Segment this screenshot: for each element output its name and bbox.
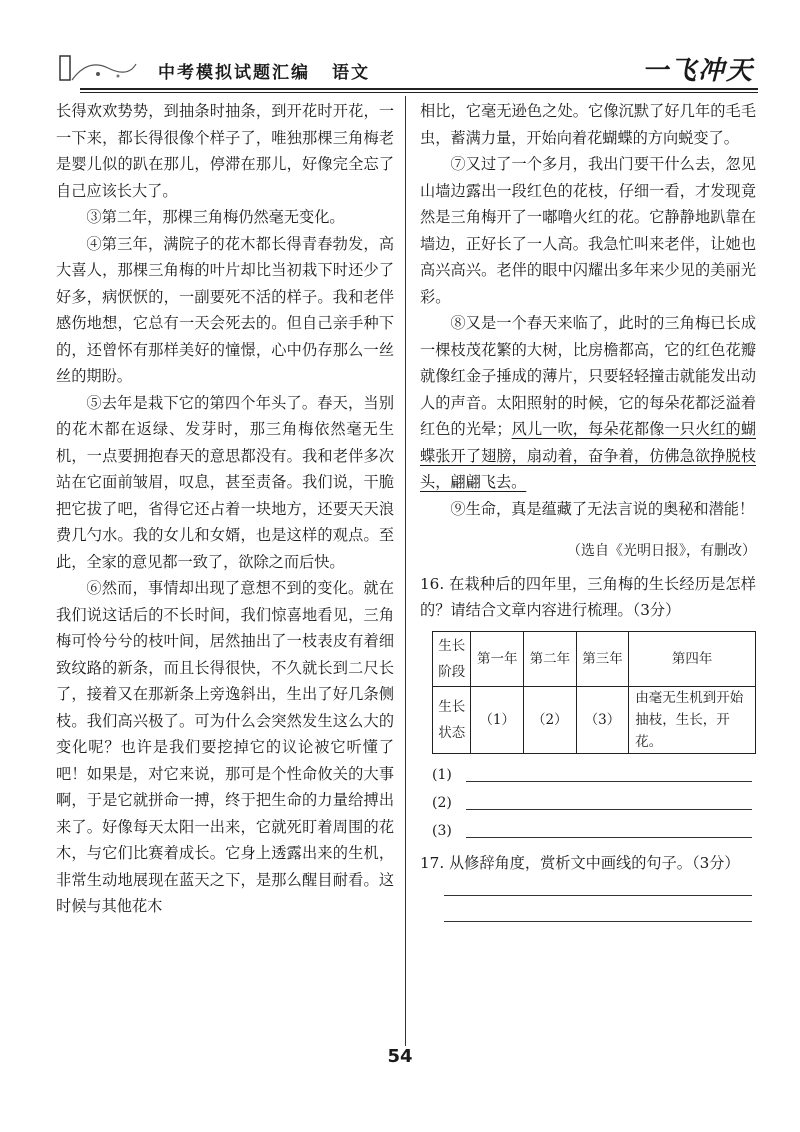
column-divider: [405, 96, 406, 1046]
paragraph-5: ⑤去年是栽下它的第四个年头了。春天，当别的花木都在返绿、发芽时，那三角梅依然毫无生机，一点要拥抱春天的意思都没有。我和老伴多次站在它面前皱眉，叹息，甚至责备。我们说，干脆把它拔了吧，省得它还占着一块地方，还要天天浪费几勺水。我的女儿和女婿，也是这样的观点。至此，全家的意见都一致了，欲除之而后快。: [56, 393, 394, 571]
brand-logo: 一飞冲天: [641, 56, 754, 86]
question-17-text: 17. 从修辞角度，赏析文中画线的句子。（3分）: [420, 853, 740, 872]
source-note: （选自《光明日报》，有删改）: [567, 543, 756, 559]
growth-table: [432, 631, 756, 754]
answer-label-2: (2): [432, 794, 452, 811]
header-decoration-icon: [58, 54, 138, 82]
table-cell-blank-3[interactable]: （3）: [576, 686, 629, 753]
paragraph-4: ④第三年，满院子的花木都长得青春勃发，高大喜人，那棵三角梅的叶片却比当初栽下时还少了好多，病恹恹的，一副要死不活的样子。我和老伴感伤地想，它总有一天会死去的。但自己亲手种下的，还曾怀有那样美好的憧憬，心中仍存那么一丝丝的期盼。: [56, 234, 394, 385]
table-header-state: 生长状态: [433, 686, 471, 753]
page-number: 54: [387, 1046, 413, 1067]
answer-label-1: (1): [432, 766, 452, 783]
answer-line-1[interactable]: [432, 760, 756, 788]
question-16-text: 16. 在栽种后的四年里，三角梅的生长经历是怎样的？请结合文章内容进行梳理。（3分）: [420, 574, 756, 619]
paragraph-7: ⑦又过了一个多月，我出门要干什么去，忽见山墙边露出一段红色的花枝，仔细一看，才发现竟然是三角梅开了一嘟噜火红的花。它静静地趴靠在墙边，正好长了一人高。我急忙叫来老伴，让她也高兴高兴。老伴的眼中闪耀出多年来少见的美丽光彩。: [420, 155, 756, 306]
subject-label: 语文: [332, 63, 370, 83]
paragraph-8: [420, 310, 756, 496]
table-col-year2: 第二年: [524, 631, 577, 686]
question-17: [420, 850, 756, 928]
table-cell-blank-2[interactable]: （2）: [524, 686, 577, 753]
paragraph-6: ⑥然而，事情却出现了意想不到的变化。就在我们说这话后的不长时间，我们惊喜地看见，三角梅可怜兮兮的枝叶间，居然抽出了一枝表皮有着细致纹路的新条，而且长得很快，不久就长到二尺长了，接着又在那新条上旁逸斜出，生出了好几条侧枝。我们高兴极了。可为什么会突然发生这么大的变化呢？也许是我们要挖掉它的议论被它听懂了吧！如果是，对它来说，那可是个性命攸关的大事啊，于是它就拼命一搏，终于把生命的力量给搏出来了。好像每天太阳一出来，它就死盯着周围的花木，与它们比赛着成长。它身上透露出来的生机，非常生动地展现在蓝天之下，是那么醒目耐看。这时候与其他花木: [56, 579, 394, 915]
question-16: [420, 571, 756, 844]
answer-line-q17-2[interactable]: [432, 902, 756, 928]
answer-label-3: (3): [432, 822, 452, 839]
table-cell-blank-1[interactable]: （1）: [471, 686, 524, 753]
underlined-sentence: 风儿一吹，每朵花都像一只火红的蝴蝶张开了翅膀，扇动着，奋争着，仿佛急欲挣脱枝头，翩翩飞去。: [420, 420, 757, 491]
answer-line-3[interactable]: [432, 816, 756, 844]
table-cell-year4-state: 由毫无生机到开始抽枝，生长，开花。: [629, 686, 756, 753]
paragraph-6-continued: 相比，它毫无逊色之处。它像沉默了好几年的毛毛虫，蓄满力量，开始向着花蝴蝶的方向蜕变了。: [420, 102, 756, 147]
answer-line-2[interactable]: [432, 788, 756, 816]
header-rule: [80, 88, 758, 90]
paragraph-9: ⑨生命，真是蕴藏了无法言说的奥秘和潜能！: [450, 499, 755, 518]
left-column: [56, 98, 394, 920]
page-header: [40, 50, 760, 92]
table-col-year3: 第三年: [576, 631, 629, 686]
right-column: [420, 98, 756, 928]
answer-line-q17-1[interactable]: [432, 876, 756, 902]
paragraph-2-continued: 长得欢欢势势，到抽条时抽条，到开花时开花，一一下来，都长得很像个样子了，唯独那棵三角梅老是婴儿似的趴在那儿，停滞在那儿，好像完全忘了自己应该长大了。: [56, 102, 394, 200]
header-rule-thin: [80, 92, 758, 93]
table-col-year1: 第一年: [471, 631, 524, 686]
paragraph-3: ③第二年，那棵三角梅仍然毫无变化。: [86, 208, 345, 226]
book-title: 中考模拟试题汇编: [158, 63, 310, 83]
table-col-year4: 第四年: [629, 631, 756, 686]
table-header-stage: 生长阶段: [433, 631, 471, 686]
paragraph-8-text: ⑧又是一个春天来临了，此时的三角梅已长成一棵枝茂花繁的大树，比房檐都高，它的红色花瓣就像红金子捶成的薄片，只要轻轻撞击就能发出动人的声音。太阳照射的时候，它的每朵花都泛溢着红色的光晕；: [420, 314, 756, 438]
